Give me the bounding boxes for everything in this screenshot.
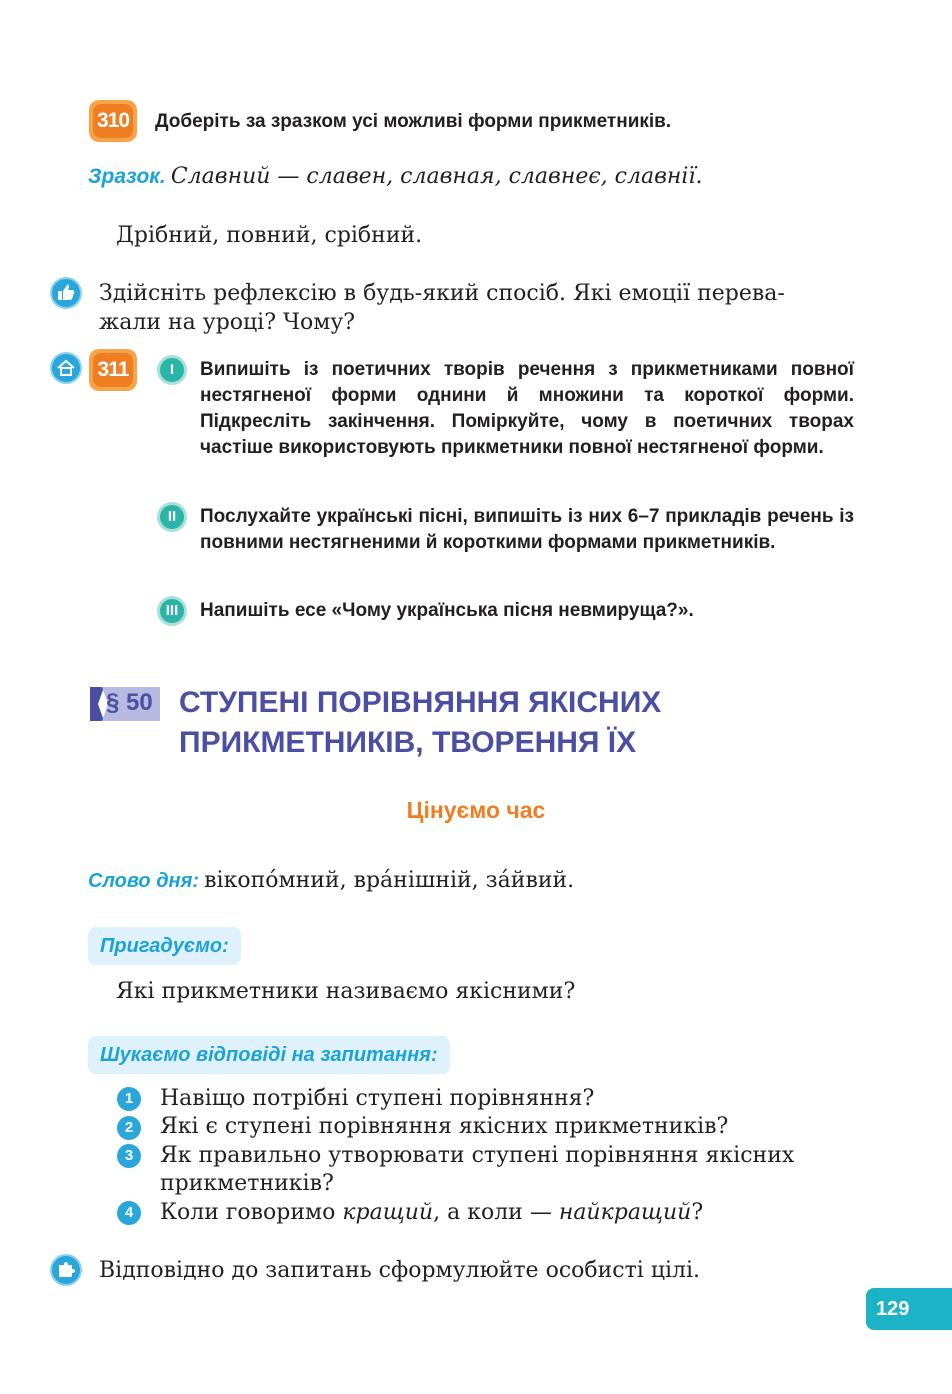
recall-label: Пригадуємо: (88, 927, 241, 965)
exercise-number-badge (89, 349, 137, 391)
lesson-motto: Цінуємо час (406, 797, 546, 823)
question-3: Як правильно утворювати ступені порівняння якісних (160, 1143, 795, 1168)
section-title (179, 683, 819, 763)
question-number-4: 4 (117, 1201, 141, 1225)
goals-text: Відповідно до запитань сформулюйте особисті цілі. (99, 1258, 701, 1283)
question-3-continued: прикметників? (160, 1171, 334, 1196)
exercise-number: 310 (93, 104, 133, 138)
question-4 (160, 1199, 860, 1227)
question-4-word-b: найкращий (558, 1200, 692, 1225)
home-icon (50, 352, 82, 384)
level-badge-3: III (157, 596, 187, 626)
reflection-line-1: Здійсніть рефлексію в будь-який спосіб. Які емоції перева- (99, 281, 785, 306)
exercise-number-badge (89, 100, 137, 142)
section-number: § 50 (106, 689, 153, 716)
question-number-2: 2 (117, 1116, 141, 1140)
section-title-line-2: ПРИКМЕТНИКІВ, ТВОРЕННЯ ЇХ (179, 726, 637, 759)
exercise-number: 311 (93, 353, 133, 387)
question-4-part-e: ? (691, 1200, 704, 1225)
search-label: Шукаємо відповіді на запитання: (88, 1036, 450, 1074)
page-number: 129 (866, 1288, 952, 1330)
sample-text: Славний — славен, славная, славнеє, славнії. (170, 164, 703, 189)
sample-line (88, 164, 702, 189)
recall-question: Які прикметники називаємо якісними? (116, 979, 576, 1004)
question-2: Які є ступені порівняння якісних прикметників? (160, 1114, 729, 1139)
section-title-line-1: СТУПЕНІ ПОРІВНЯННЯ ЯКІСНИХ (179, 686, 662, 719)
question-number-3: 3 (117, 1144, 141, 1168)
exercise-title: Доберіть за зразком усі можливі форми прикметників. (155, 111, 672, 132)
level-task-3: Напишіть есе «Чому українська пісня невмируща?». (200, 600, 694, 621)
word-of-day-text: вікопо́мний, вра́нішній, за́йвий. (204, 868, 575, 893)
reflection-line-2: жали на уроці? Чому? (99, 310, 356, 335)
question-1: Навіщо потрібні ступені порівняння? (160, 1086, 595, 1111)
section-flag (90, 687, 160, 721)
level-task-2: Послухайте українські пісні, випишіть із них 6–7 прикладів речень із повними нестягненими й короткими формами прикметників. (200, 506, 854, 553)
level-badge-2: II (157, 502, 187, 532)
word-of-day (88, 868, 574, 893)
reflection-text (99, 279, 859, 337)
puzzle-icon (50, 1254, 82, 1286)
question-4-word-a: кращий (342, 1200, 434, 1225)
question-number-1: 1 (117, 1087, 141, 1111)
level-task-1: Випишіть із поетичних творів речення з прикметниками повної нестягненої форми однини й множини та короткої форми. Підкресліть закінчення. Поміркуйте, чому в поетичних творах частіше використовують прикметники повної нестягненої форми. (200, 359, 854, 458)
sample-label: Зразок. (88, 165, 166, 188)
question-4-part-c: , а коли — (433, 1200, 559, 1225)
word-of-day-label: Слово дня: (88, 870, 200, 892)
level-badge-1: I (157, 355, 187, 385)
thumbs-up-icon (50, 277, 82, 309)
exercise-words: Дрібний, повний, срібний. (116, 223, 423, 248)
question-4-part-a: Коли говоримо (160, 1200, 343, 1225)
